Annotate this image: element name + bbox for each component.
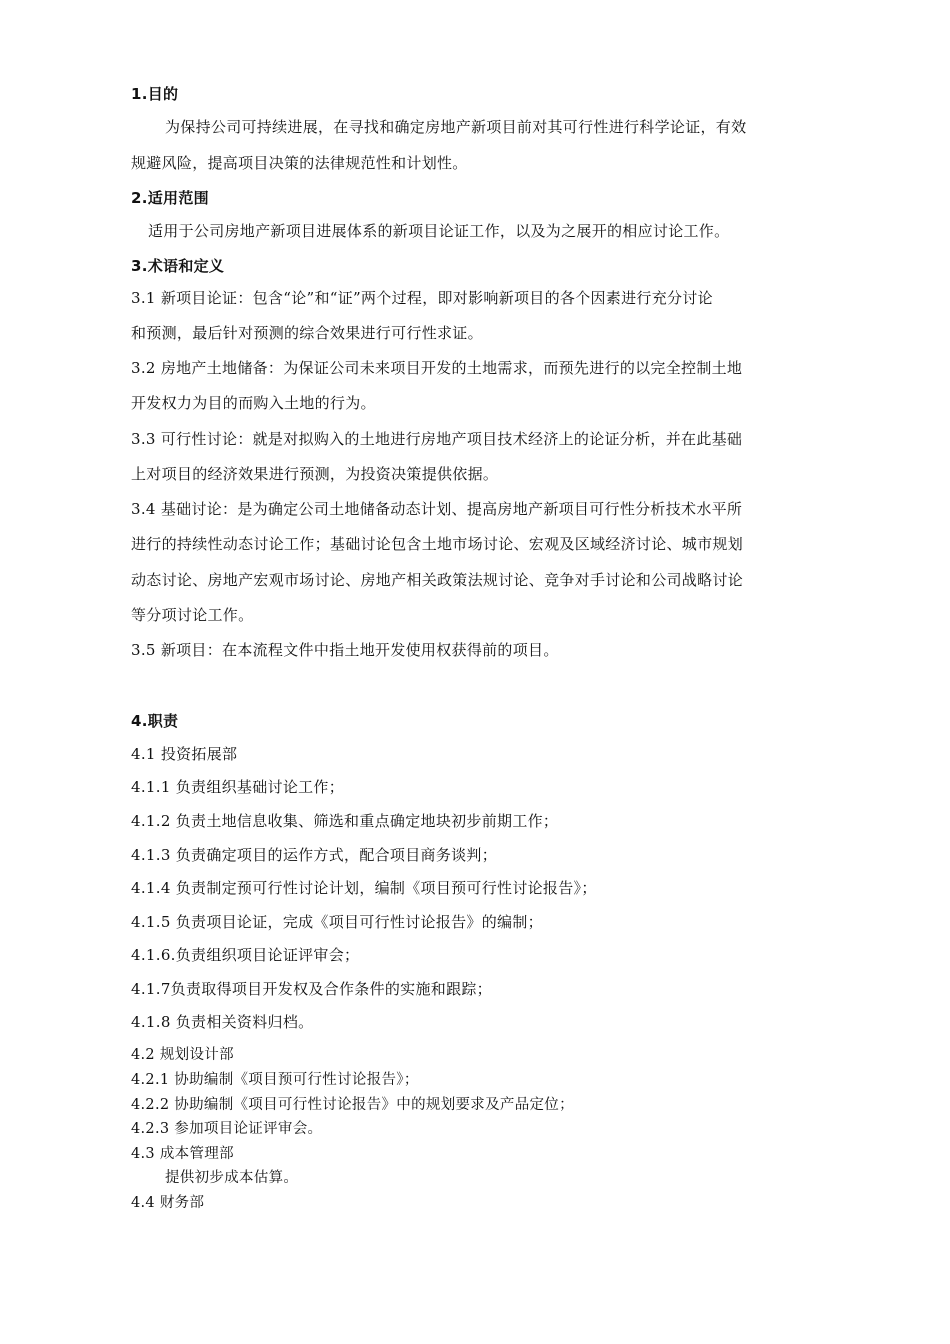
- responsibility-4-2-3: 4.2.3 参加项目论证评审会。: [131, 1121, 323, 1137]
- responsibility-4-3-text: 提供初步成本估算。: [165, 1170, 299, 1186]
- section-2-text: 适用于公司房地产新项目进展体系的新项目论证工作，以及为之展开的相应讨论工作。: [148, 222, 730, 240]
- responsibility-4-1-1: 4.1.1 负责组织基础讨论工作；: [131, 778, 345, 796]
- responsibility-4-1-6: 4.1.6.负责组织项目论证评审会；: [131, 946, 360, 964]
- responsibility-4-2-2: 4.2.2 协助编制《项目可行性讨论报告》中的规划要求及产品定位；: [131, 1097, 574, 1113]
- definition-3-4-line-4: 等分项讨论工作。: [131, 606, 254, 624]
- responsibility-4-1-8: 4.1.8 负责相关资料归档。: [131, 1013, 314, 1031]
- responsibility-4-1-2: 4.1.2 负责土地信息收集、筛选和重点确定地块初步前期工作；: [131, 812, 559, 830]
- responsibility-4-1-3: 4.1.3 负责确定项目的运作方式，配合项目商务谈判；: [131, 846, 498, 864]
- section-4-heading: 4.职责: [131, 712, 179, 730]
- responsibility-4-2-1: 4.2.1 协助编制《项目预可行性讨论报告》；: [131, 1072, 419, 1088]
- responsibility-4-1: 4.1 投资拓展部: [131, 745, 238, 763]
- responsibility-4-3: 4.3 成本管理部: [131, 1146, 234, 1162]
- responsibility-4-1-4: 4.1.4 负责制定预可行性讨论计划，编制《项目预可行性讨论报告》；: [131, 879, 597, 897]
- definition-3-4-line-3: 动态讨论、房地产宏观市场讨论、房地产相关政策法规讨论、竞争对手讨论和公司战略讨论: [131, 571, 744, 589]
- definition-3-3-line-1: 3.3 可行性讨论：就是对拟购入的土地进行房地产项目技术经济上的论证分析，并在此基础: [131, 430, 743, 448]
- definition-3-3-line-2: 上对项目的经济效果进行预测，为投资决策提供依据。: [131, 465, 499, 483]
- definition-3-1-line-2: 和预测，最后针对预测的综合效果进行可行性求证。: [131, 324, 483, 342]
- definition-3-4-line-2: 进行的持续性动态讨论工作；基础讨论包含土地市场讨论、宏观及区域经济讨论、城市规划: [131, 535, 744, 553]
- section-1-text-line-2: 规避风险，提高项目决策的法律规范性和计划性。: [131, 154, 468, 172]
- definition-3-5: 3.5 新项目：在本流程文件中指土地开发使用权获得前的项目。: [131, 641, 559, 659]
- section-2-heading: 2.适用范围: [131, 189, 209, 207]
- section-1-text-line-1: 为保持公司可持续进展，在寻找和确定房地产新项目前对其可行性进行科学论证，有效: [165, 118, 747, 136]
- responsibility-4-1-5: 4.1.5 负责项目论证，完成《项目可行性讨论报告》的编制；: [131, 913, 543, 931]
- responsibility-4-1-7: 4.1.7负责取得项目开发权及合作条件的实施和跟踪；: [131, 980, 492, 998]
- definition-3-1-line-1: 3.1 新项目论证：包含“论”和“证”两个过程，即对影响新项目的各个因素进行充分讨论: [131, 289, 713, 307]
- responsibility-4-4: 4.4 财务部: [131, 1195, 205, 1211]
- definition-3-4-line-1: 3.4 基础讨论：是为确定公司土地储备动态计划、提高房地产新项目可行性分析技术水平所: [131, 500, 743, 518]
- section-1-heading: 1.目的: [131, 85, 179, 103]
- definition-3-2-line-1: 3.2 房地产土地储备：为保证公司未来项目开发的土地需求，而预先进行的以完全控制土地: [131, 359, 743, 377]
- responsibility-4-2: 4.2 规划设计部: [131, 1047, 234, 1063]
- definition-3-2-line-2: 开发权力为目的而购入土地的行为。: [131, 394, 376, 412]
- section-3-heading: 3.术语和定义: [131, 257, 225, 275]
